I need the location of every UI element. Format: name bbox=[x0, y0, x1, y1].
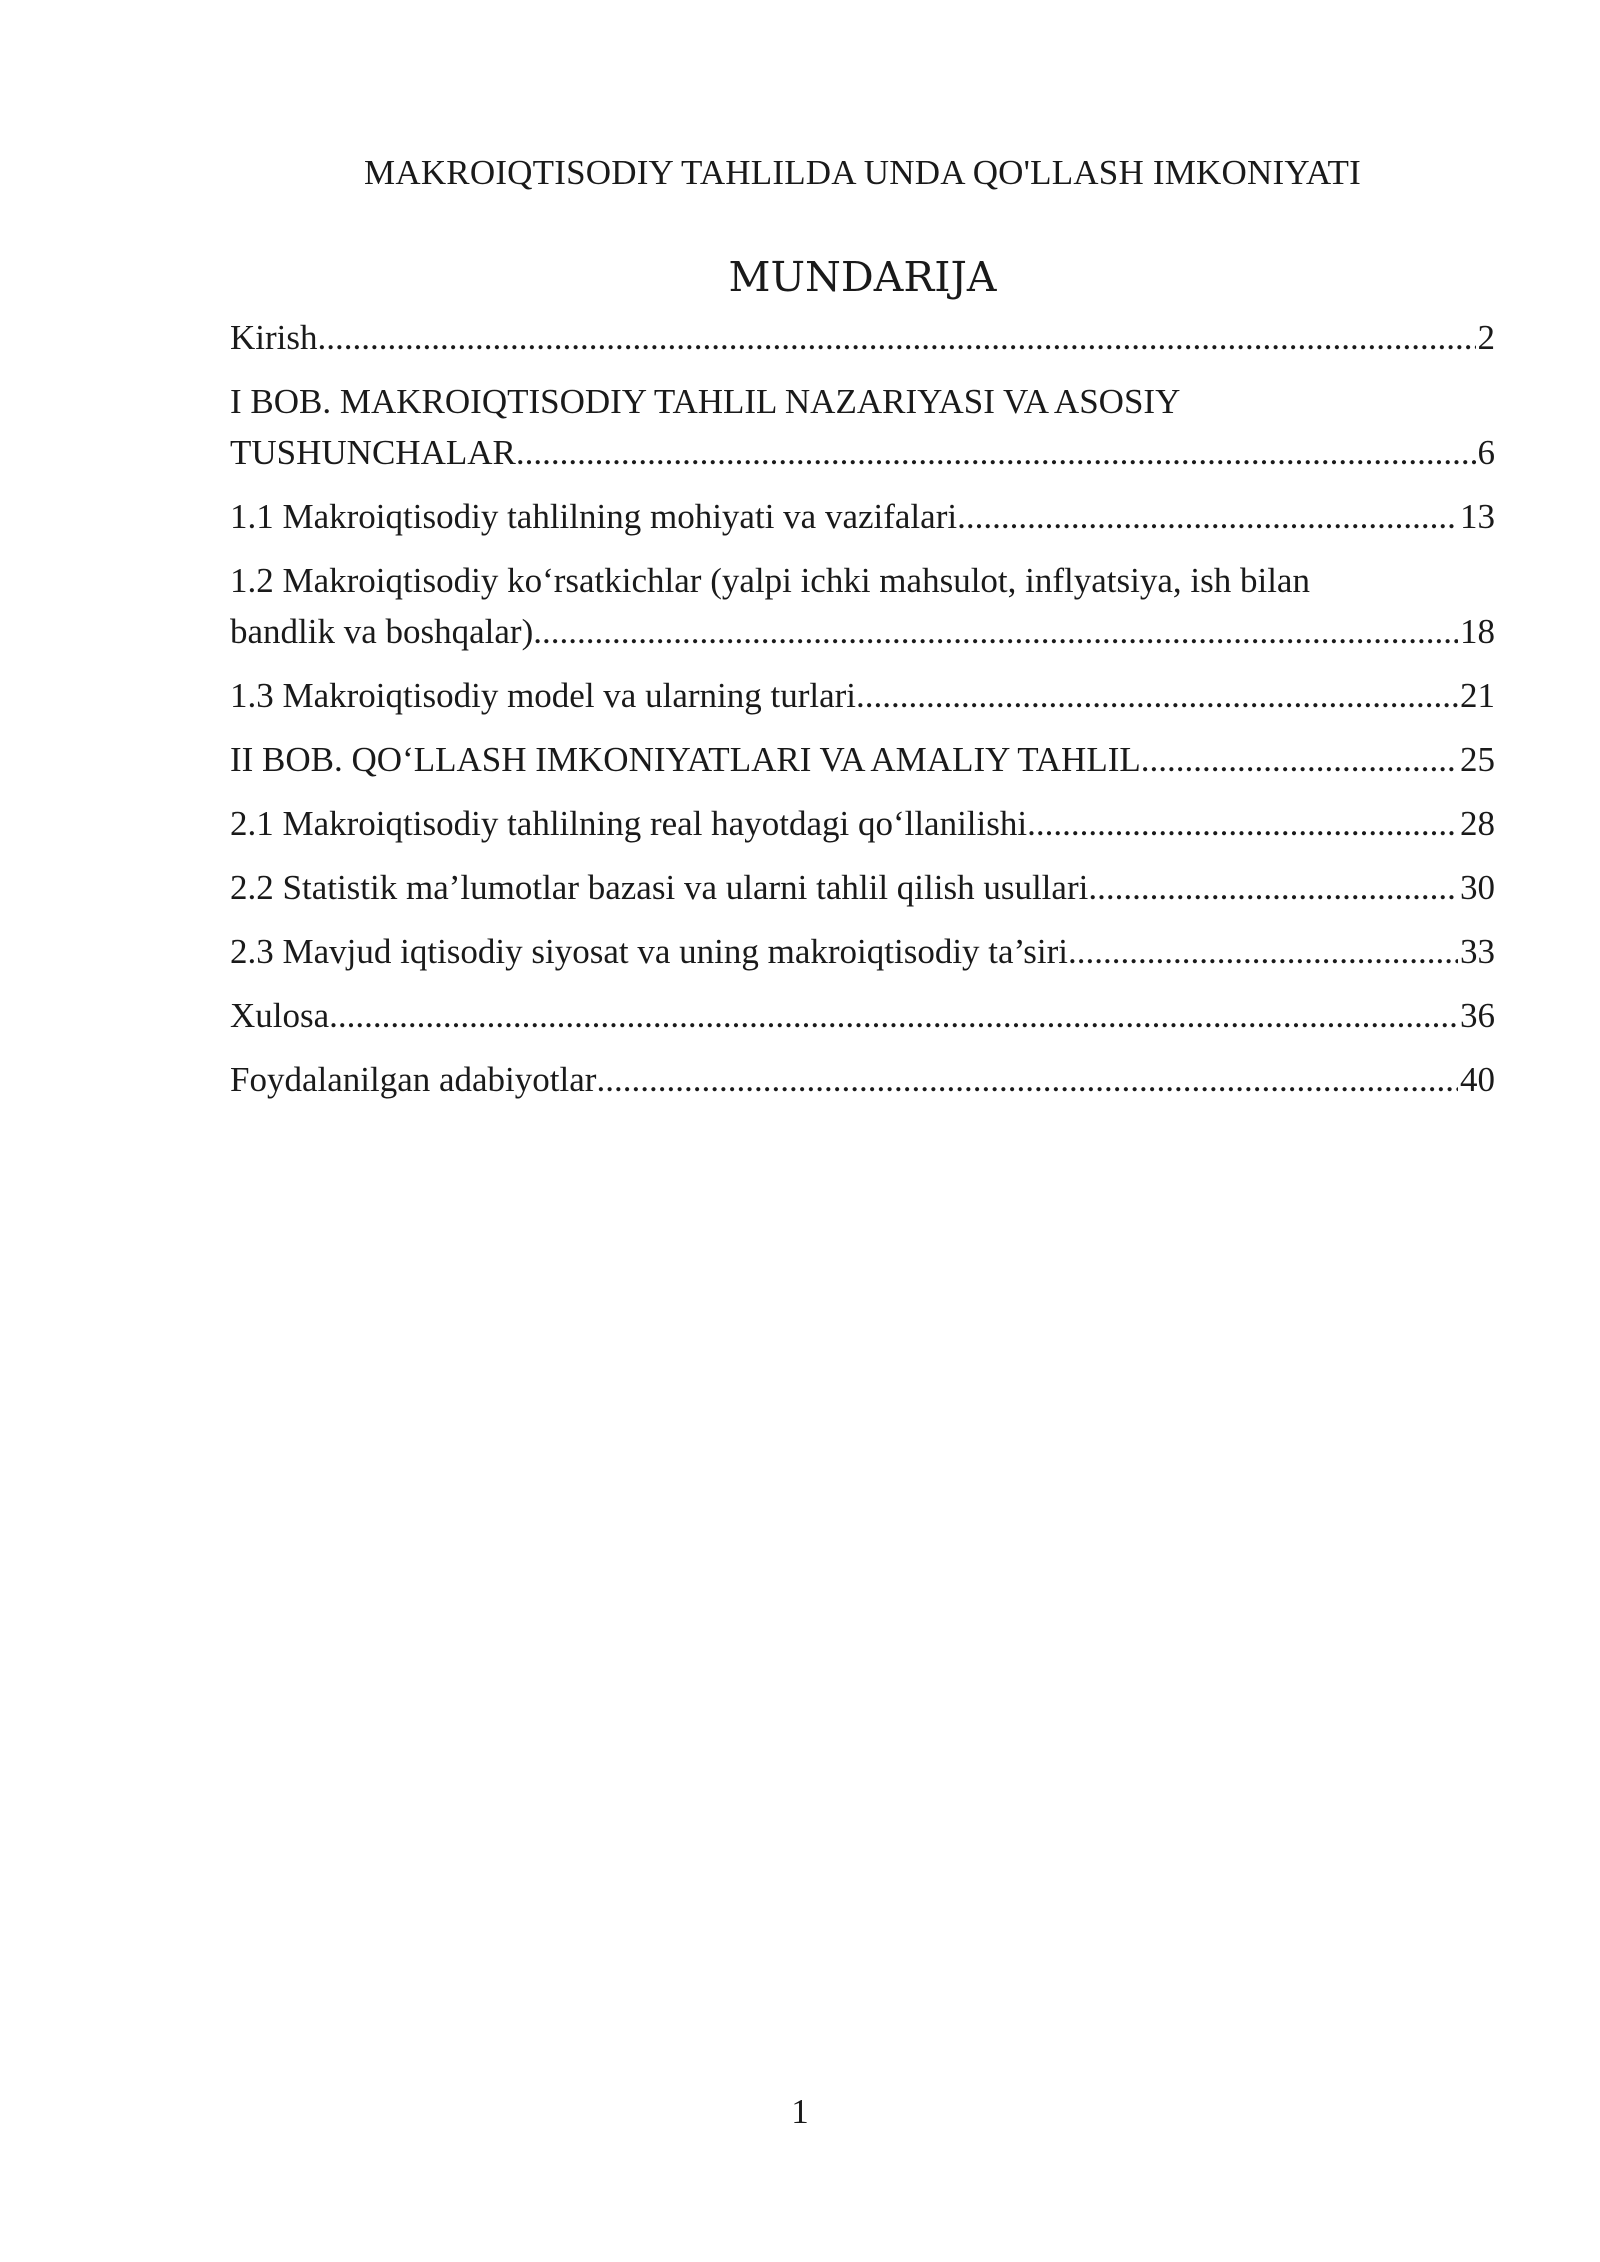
toc-entry bbox=[230, 1054, 1495, 1105]
toc-entry-label-line1: 1.2 Makroiqtisodiy ko‘rsatkichlar (yalpi ichki mahsulot, inflyatsiya, ish bilan bbox=[230, 561, 1310, 600]
toc-entry-page: 30 bbox=[1460, 868, 1495, 907]
toc-entry-label: 1.3 Makroiqtisodiy model va ularning turlari bbox=[230, 676, 857, 715]
toc-entry bbox=[230, 555, 1495, 657]
document-title: MAKROIQTISODIY TAHLILDA UNDA QO'LLASH IMKONIYATI bbox=[364, 153, 1361, 192]
toc-entry-label: 2.1 Makroiqtisodiy tahlilning real hayotdagi qo‘llanilishi bbox=[230, 804, 1028, 843]
table-of-contents bbox=[230, 312, 1495, 1118]
toc-entry bbox=[230, 862, 1495, 913]
toc-entry-label: Foydalanilgan adabiyotlar bbox=[230, 1060, 597, 1099]
page-number: 1 bbox=[791, 2092, 809, 2131]
dot-leader bbox=[856, 670, 1458, 721]
dot-leader bbox=[1027, 798, 1458, 849]
toc-entry-label: 2.2 Statistik ma’lumotlar bazasi va ularni tahlil qilish usullari bbox=[230, 868, 1089, 907]
toc-entry-label: Xulosa bbox=[230, 996, 330, 1035]
toc-heading: MUNDARIJA bbox=[728, 253, 997, 301]
toc-entry-label: 2.3 Mavjud iqtisodiy siyosat va uning makroiqtisodiy ta’siri bbox=[230, 932, 1069, 971]
dot-leader bbox=[1068, 926, 1458, 977]
toc-entry bbox=[230, 990, 1495, 1041]
toc-entry-page: 2 bbox=[1477, 318, 1495, 357]
toc-entry bbox=[230, 312, 1495, 363]
dot-leader bbox=[516, 427, 1476, 478]
toc-entry bbox=[230, 734, 1495, 785]
toc-entry bbox=[230, 798, 1495, 849]
toc-entry-label: II BOB. QO‘LLASH IMKONIYATLARI VA AMALIY TAHLIL bbox=[230, 740, 1141, 779]
toc-entry-page: 18 bbox=[1460, 612, 1495, 651]
toc-entry-label: 1.1 Makroiqtisodiy tahlilning mohiyati va vazifalari bbox=[230, 497, 958, 536]
toc-entry-label: Kirish bbox=[230, 318, 318, 357]
toc-entry-label: TUSHUNCHALAR bbox=[230, 433, 516, 472]
dot-leader bbox=[1088, 862, 1458, 913]
toc-entry-page: 13 bbox=[1460, 497, 1495, 536]
toc-entry-page: 33 bbox=[1460, 932, 1495, 971]
toc-entry-label-line1: I BOB. MAKROIQTISODIY TAHLIL NAZARIYASI VA ASOSIY bbox=[230, 382, 1181, 421]
toc-entry-page: 36 bbox=[1460, 996, 1495, 1035]
dot-leader bbox=[533, 606, 1458, 657]
toc-entry bbox=[230, 376, 1495, 478]
toc-entry bbox=[230, 670, 1495, 721]
dot-leader bbox=[318, 312, 1476, 363]
dot-leader bbox=[957, 491, 1458, 542]
toc-entry-page: 28 bbox=[1460, 804, 1495, 843]
toc-entry-page: 6 bbox=[1477, 433, 1495, 472]
toc-entry bbox=[230, 926, 1495, 977]
toc-entry-page: 40 bbox=[1460, 1060, 1495, 1099]
toc-entry-page: 25 bbox=[1460, 740, 1495, 779]
dot-leader bbox=[329, 990, 1458, 1041]
dot-leader bbox=[1141, 734, 1458, 785]
dot-leader bbox=[596, 1054, 1458, 1105]
toc-entry-page: 21 bbox=[1460, 676, 1495, 715]
toc-entry-label: bandlik va boshqalar) bbox=[230, 612, 534, 651]
toc-entry bbox=[230, 491, 1495, 542]
